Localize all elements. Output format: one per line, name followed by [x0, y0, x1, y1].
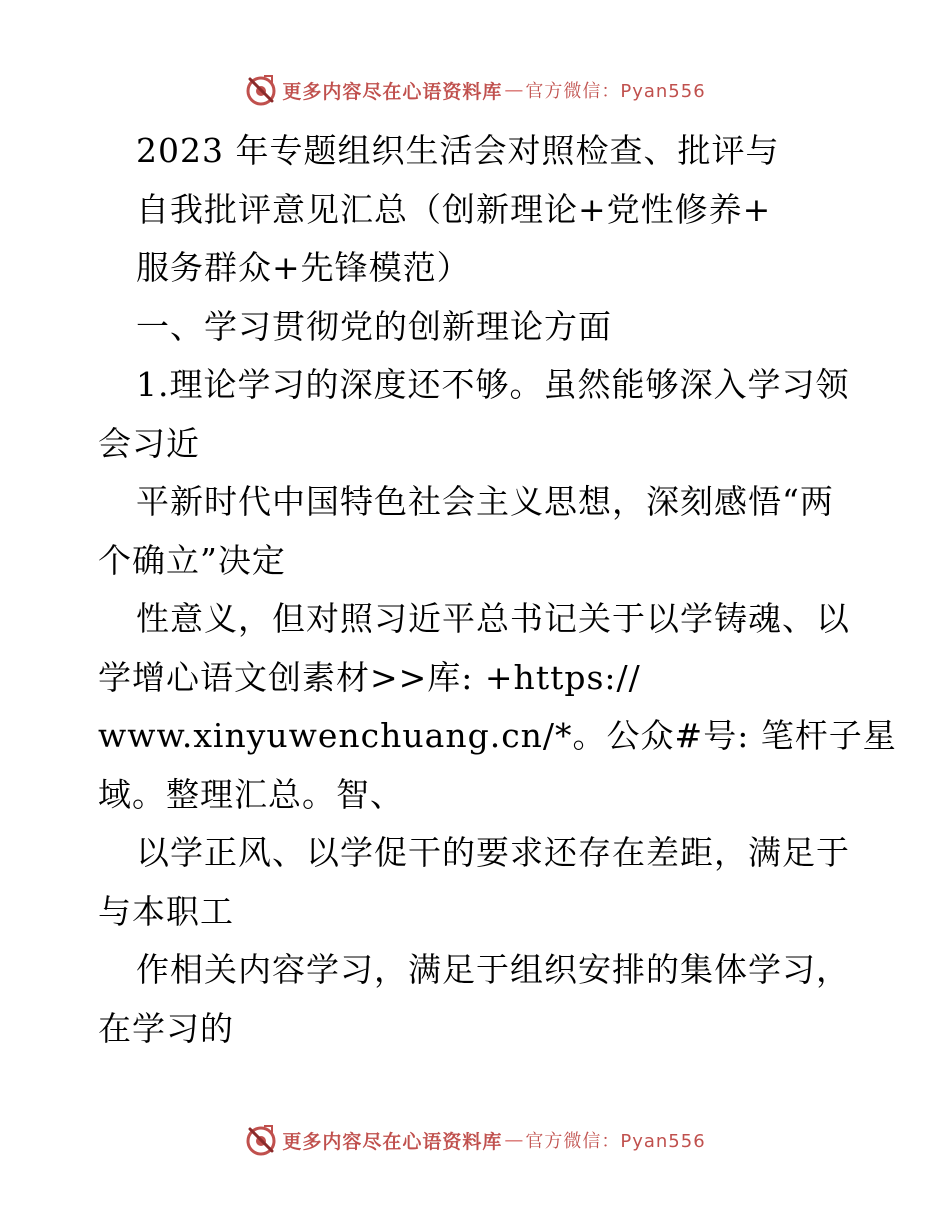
- footer-watermark-banner: [0, 1120, 950, 1160]
- paragraph-line: 域。整理汇总。智、: [98, 774, 404, 814]
- paragraph-line: 在学习的: [98, 1008, 234, 1048]
- paragraph-line: 以学正风、以学促干的要求还存在差距，满足于: [136, 833, 850, 872]
- logo-icon: [244, 1123, 278, 1157]
- banner-brand-text: 更多内容尽在心语资料库: [282, 80, 503, 103]
- banner-dash: —: [504, 79, 524, 101]
- paragraph-line: www.xinyuwenchuang.cn/*。公众#号: 笔杆子星: [98, 716, 897, 755]
- title-line-2: 自我批评意见汇总（创新理论+党性修养+: [136, 189, 772, 229]
- document-body: [98, 122, 897, 1058]
- title-line-1: 2023 年专题组织生活会对照检查、批评与: [136, 131, 780, 170]
- paragraph-line: 作相关内容学习，满足于组织安排的集体学习，: [136, 950, 850, 989]
- title-line-3: 服务群众+先锋模范）: [136, 248, 471, 287]
- banner-wechat-text: 官方微信：Pyan556: [525, 81, 706, 102]
- banner-brand-text: 更多内容尽在心语资料库: [282, 1130, 503, 1153]
- header-watermark-banner: [0, 70, 950, 110]
- banner-dash: —: [504, 1129, 524, 1151]
- logo-icon: [244, 73, 278, 107]
- paragraph-line: 个确立”决定: [98, 540, 286, 580]
- paragraph-line: 与本职工: [98, 891, 234, 931]
- paragraph-line: 性意义，但对照习近平总书记关于以学铸魂、以: [136, 599, 850, 638]
- paragraph-line: 平新时代中国特色社会主义思想，深刻感悟“两: [136, 482, 834, 521]
- paragraph-line: 1.理论学习的深度还不够。虽然能够深入学习领: [136, 365, 850, 404]
- paragraph-line: 学增心语文创素材>>库: +https://: [98, 657, 641, 697]
- paragraph-line: 会习近: [98, 423, 200, 463]
- banner-wechat-text: 官方微信：Pyan556: [525, 1131, 706, 1152]
- section-heading: 一、学习贯彻党的创新理论方面: [136, 306, 612, 346]
